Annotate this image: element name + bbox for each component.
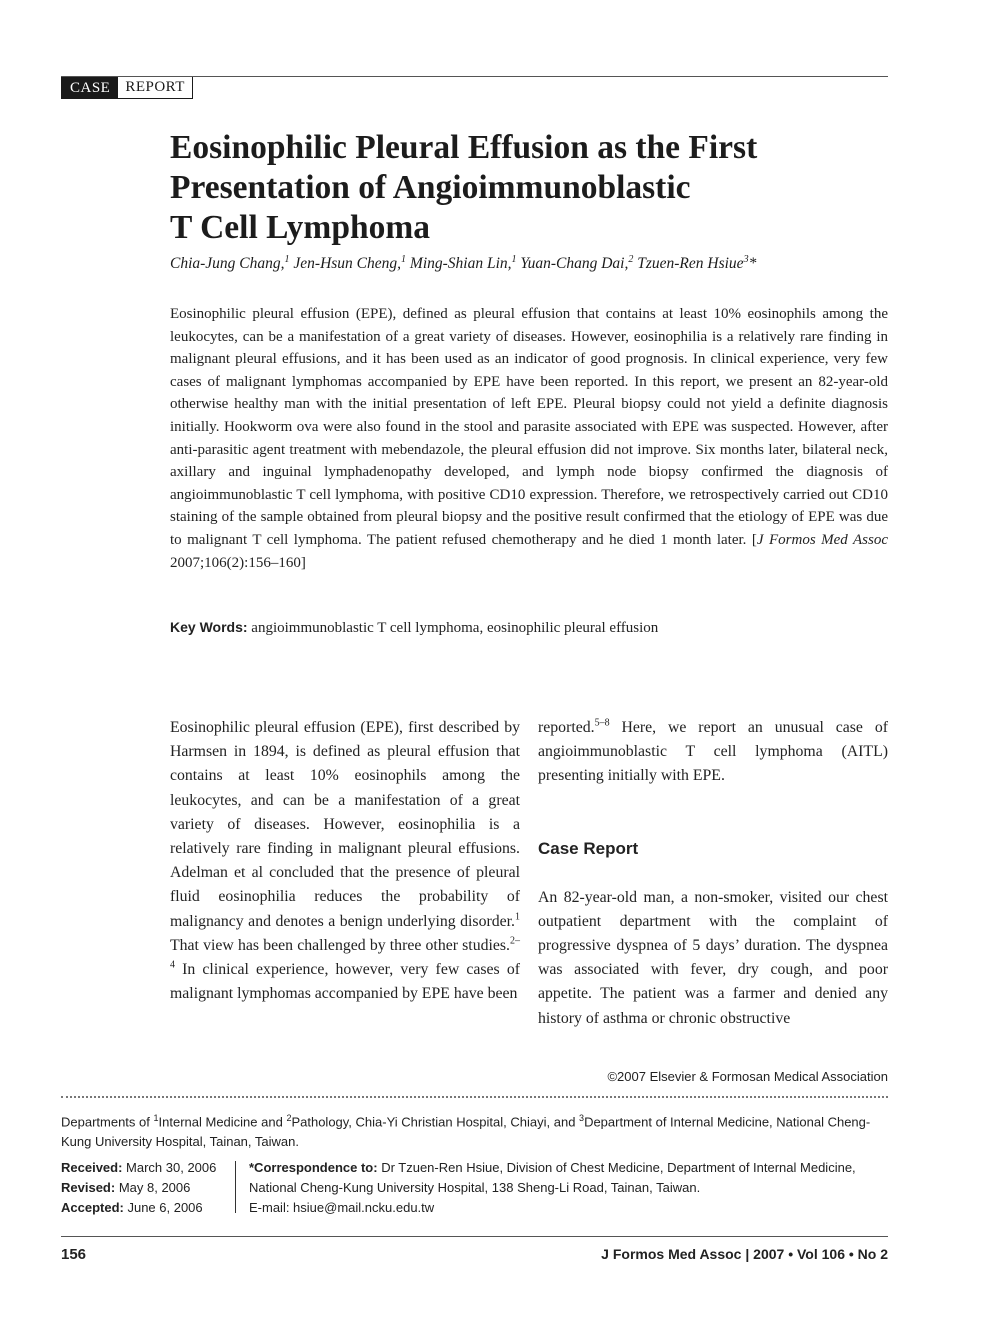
date-received [61, 1158, 231, 1178]
intro-cont-text-1: reported. [538, 719, 595, 736]
keywords [170, 619, 888, 637]
date-value: June 6, 2006 [123, 1200, 203, 1215]
author-name: Tzuen-Ren Hsiue [637, 255, 744, 273]
date-value: March 30, 2006 [122, 1160, 217, 1175]
date-value: May 8, 2006 [115, 1180, 191, 1195]
intro-text-2: That view has been challenged by three other studies. [170, 936, 510, 954]
author-affiliation: 1 [284, 254, 290, 265]
copyright: ©2007 Elsevier & Formosan Medical Association [607, 1069, 888, 1084]
title-line-3: T Cell Lymphoma [170, 209, 430, 246]
date-revised [61, 1178, 231, 1198]
author-name: Yuan-Chang Dai, [520, 255, 629, 273]
date-label: Received: [61, 1160, 123, 1175]
correspondence [249, 1158, 889, 1218]
date-accepted [61, 1198, 231, 1218]
body-column-left [170, 716, 520, 1006]
author-affiliation: 1 [511, 254, 517, 265]
affiliations [61, 1108, 888, 1152]
abstract-citation-journal: J Formos Med Assoc [756, 531, 888, 548]
affil-mark: 1 [153, 1113, 159, 1123]
case-report-paragraph: An 82-year-old man, a non-smoker, visited our chest outpatient department with the complaint of progressive dyspnea of 5 days’ duration. The dyspnea was associated with fever, dry cough, and poor appetite. The patient was a farmer and denied any history of asthma or chronic obstructive [538, 888, 888, 1027]
corresponding-mark: * [748, 255, 757, 273]
article-type-tag [61, 77, 193, 99]
tag-case: CASE [61, 77, 117, 99]
article-title [170, 128, 890, 248]
keywords-text: angioimmunoblastic T cell lymphoma, eosinophilic pleural effusion [247, 620, 659, 636]
bottom-rule [61, 1236, 888, 1237]
date-label: Revised: [61, 1180, 116, 1195]
author-name: Ming-Shian Lin, [409, 255, 512, 273]
affil-mark: 3 [579, 1113, 585, 1123]
intro-text-3: In clinical experience, however, very few cases of malignant lymphomas accompanied by EPE have been [170, 961, 520, 1003]
journal-footer: J Formos Med Assoc | 2007 • Vol 106 • No 2 [601, 1246, 888, 1262]
affil-text: Departments of [61, 1114, 154, 1130]
correspondence-email: E-mail: hsiue@mail.ncku.edu.tw [249, 1200, 435, 1215]
keywords-label: Key Words: [170, 619, 248, 635]
section-heading-case-report: Case Report [538, 838, 639, 858]
correspondence-text: Dr Tzuen-Ren Hsiue, Division of Chest Medicine, Department of Internal Medicine, [377, 1160, 856, 1175]
reference-1: 1 [515, 911, 520, 923]
abstract [170, 303, 888, 574]
correspondence-label: *Correspondence to: [249, 1160, 378, 1175]
author-affiliation: 1 [401, 254, 407, 265]
author-affiliation: 3 [743, 254, 749, 265]
intro-cont-text-2: Here, we report an unusual case of angioimmunoblastic T cell lymphoma (AITL) presenting initially with EPE. [538, 719, 888, 785]
tag-report: REPORT [117, 77, 193, 99]
intro-text-1: Eosinophilic pleural effusion (EPE), first described by Harmsen in 1894, is defined as pleural effusion that contains at least 10% eosinophils among the leukocytes, and can be a manifestation of a great variety of diseases. However, eosinophilia is a relatively rare finding in malignant pleural effusions. Adelman et al concluded that the presence of pleural fluid eosinophilia reduces the probability of malignancy and denotes a benign underlying disorder. [170, 719, 520, 930]
article-dates [61, 1158, 231, 1218]
title-line-1: Eosinophilic Pleural Effusion as the First [170, 129, 758, 166]
body-column-right [538, 716, 888, 1031]
author-affiliation: 2 [628, 254, 634, 265]
page-number: 156 [61, 1246, 87, 1263]
affil-text: Department of Internal Medicine, National Cheng-Kung University Hospital, Tainan, Taiwan. [61, 1114, 871, 1150]
author-name: Jen-Hsun Cheng, [293, 255, 402, 273]
reference-2-4: 2–4 [170, 935, 520, 971]
introduction-continued [538, 716, 888, 789]
affil-text: Pathology, Chia-Yi Christian Hospital, Chiayi, and [291, 1114, 580, 1130]
footer-vertical-divider [235, 1161, 236, 1213]
abstract-text: Eosinophilic pleural effusion (EPE), defined as pleural effusion that contains at least 10% eosinophils among the leukocytes, can be a manifestation of a great variety of diseases. However, eosinophilia is a relatively rare finding in malignant pleural effusions, and it has been used as an indicator of good prognosis. In clinical experience, very few cases of malignant lymphomas accompanied by EPE have been reported. In this report, we present an 82-year-old otherwise healthy man with the initial presentation of left EPE. Pleural biopsy could not yield a definite diagnosis initially. Hookworm ova were also found in the stool and parasite associated with EPE was suspected. However, after anti-parasitic agent treatment with mebendazole, the pleural effusion did not improve. Six months later, bilateral neck, axillary and inguinal lymphadenopathy developed, and lymph node biopsy confirmed the diagnosis of angioimmunoblastic T cell lymphoma, with positive CD10 expression. Therefore, we retrospectively carried out CD10 staining of the sample obtained from pleural biopsy and the positive result confirmed that the etiology of EPE was due to malignant T cell lymphoma. The patient refused chemotherapy and he died 1 month later. [ [170, 306, 888, 548]
correspondence-line-2: National Cheng-Kung University Hospital, 138 Sheng-Li Road, Tainan, Taiwan. [249, 1180, 701, 1195]
correspondence-line-1 [249, 1158, 889, 1178]
author-name: Chia-Jung Chang, [170, 255, 285, 273]
abstract-citation-rest: 2007;106(2):156–160] [170, 554, 306, 571]
author-list [170, 254, 890, 273]
introduction-paragraph [170, 716, 520, 1006]
dotted-divider [61, 1096, 888, 1098]
affil-mark: 2 [286, 1113, 292, 1123]
title-line-2: Presentation of Angioimmunoblastic [170, 169, 691, 206]
affil-text: Internal Medicine and [158, 1114, 287, 1130]
reference-5-8: 5–8 [594, 717, 610, 729]
date-label: Accepted: [61, 1200, 124, 1215]
